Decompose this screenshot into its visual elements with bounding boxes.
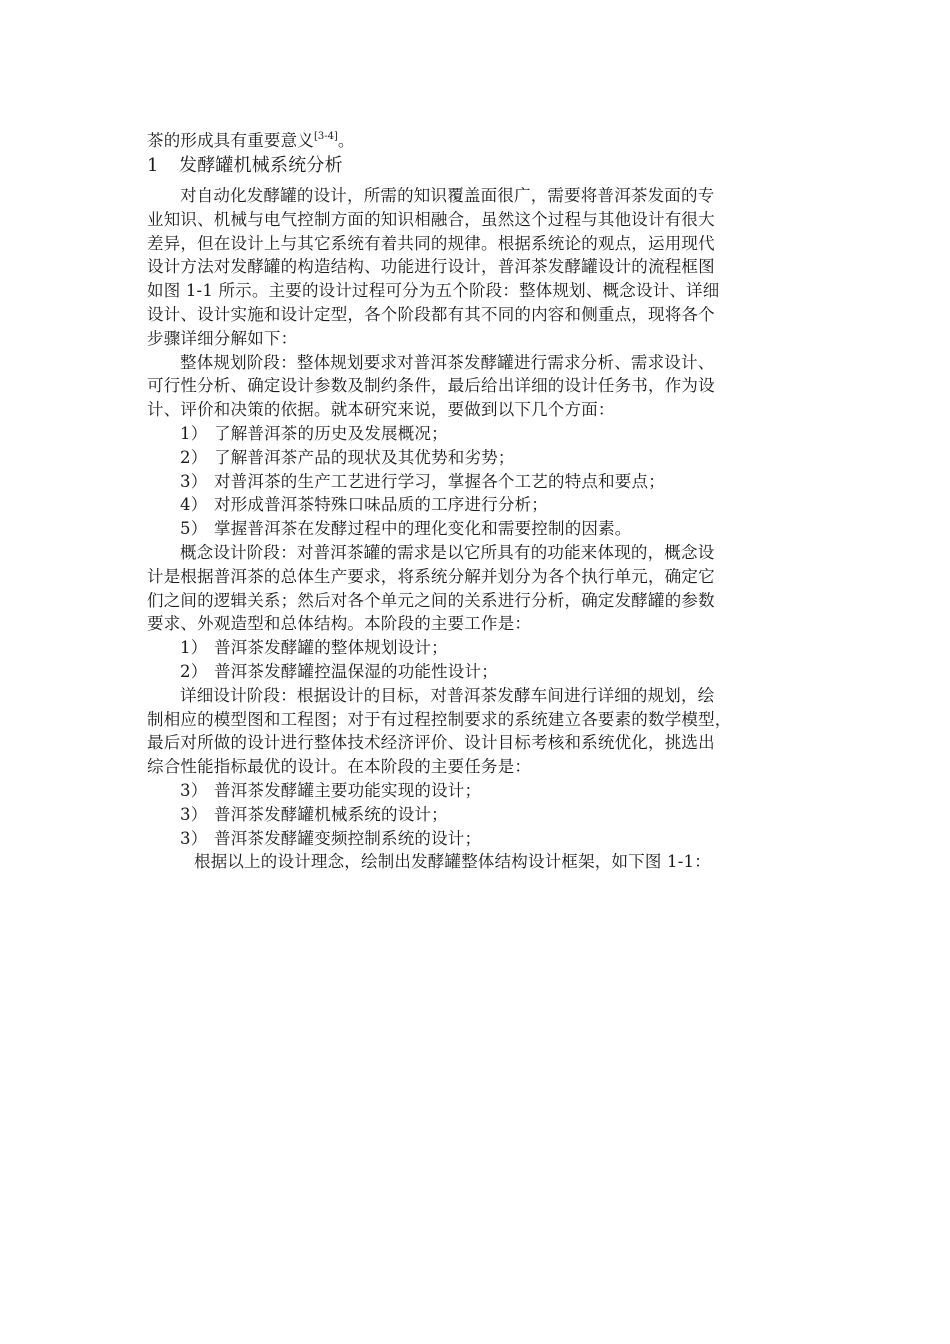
section-title: 发酵罐机械系统分析 [179, 155, 343, 176]
list-text: 普洱茶发酵罐机械系统的设计； [214, 804, 448, 824]
list-marker: 3） [180, 828, 208, 848]
paragraph-line: 最后对所做的设计进行整体技术经济评价、设计目标考核和系统优化，挑选出 [147, 733, 715, 753]
list-marker: 1） [180, 638, 208, 658]
list-marker: 5） [180, 519, 208, 539]
list-text: 了解普洱茶的历史及发展概况； [214, 423, 448, 443]
list-item [147, 493, 807, 517]
paragraph-line: 如图 1-1 所示。主要的设计过程可分为五个阶段：整体规划、概念设计、详细 [147, 281, 720, 301]
list-text: 普洱茶发酵罐控温保湿的功能性设计； [214, 661, 498, 681]
paragraph-figure-intro: 根据以上的设计理念，绘制出发酵罐整体结构设计框架，如下图 1-1： [194, 852, 711, 872]
list-text: 对普洱茶的生产工艺进行学习，掌握各个工艺的特点和要点； [214, 471, 665, 491]
paragraph-line: 设计、设计实施和设计定型，各个阶段都有其不同的内容和侧重点，现将各个 [147, 304, 715, 324]
list-item [147, 446, 807, 470]
paragraph-line: 要求、外观造型和总体结构。本阶段的主要工作是： [147, 614, 532, 634]
paragraph-line: 业知识、机械与电气控制方面的知识相融合，虽然这个过程与其他设计有很大 [147, 209, 715, 229]
list-item [147, 517, 807, 541]
intro-end: 。 [337, 131, 355, 150]
list-item [147, 470, 807, 494]
list-marker: 3） [180, 471, 208, 491]
paragraph-concept [147, 541, 807, 636]
list-text: 普洱茶发酵罐变频控制系统的设计； [214, 828, 482, 848]
list-item [147, 803, 807, 827]
list-item [147, 636, 807, 660]
paragraph-line: 计是根据普洱茶的总体生产要求，将系统分解并划分为各个执行单元，确定它 [147, 566, 715, 586]
intro-line [147, 125, 807, 149]
list-marker: 3） [180, 780, 208, 800]
list-marker: 3） [180, 804, 208, 824]
document-body [147, 125, 807, 874]
intro-text: 茶的形成具有重要意义 [147, 131, 314, 150]
paragraph-overview [147, 184, 807, 351]
list-marker: 1） [180, 423, 208, 443]
citation-ref: [3-4] [314, 131, 338, 142]
paragraph-line: 详细设计阶段：根据设计的目标，对普洱茶发酵车间进行详细的规划，绘 [180, 685, 715, 705]
paragraph-line: 整体规划阶段：整体规划要求对普洱茶发酵罐进行需求分析、需求设计、 [180, 352, 715, 372]
list-item [147, 660, 807, 684]
paragraph-line: 计、评价和决策的依据。就本研究来说，要做到以下几个方面： [147, 400, 615, 420]
detail-list [147, 779, 807, 850]
section-heading [147, 151, 807, 181]
list-marker: 4） [180, 495, 208, 515]
paragraph-line: 概念设计阶段：对普洱茶罐的需求是以它所具有的功能来体现的，概念设 [180, 542, 715, 562]
list-item [147, 779, 807, 803]
planning-list [147, 422, 807, 541]
paragraph-line: 综合性能指标最优的设计。在本阶段的主要任务是： [147, 757, 532, 777]
paragraph-line: 制相应的模型图和工程图；对于有过程控制要求的系统建立各要素的数学模型， [147, 709, 732, 729]
list-marker: 2） [180, 447, 208, 467]
list-text: 了解普洱茶产品的现状及其优势和劣势； [214, 447, 515, 467]
paragraph-line: 步骤详细分解如下： [147, 328, 298, 348]
paragraph-planning [147, 351, 807, 422]
list-item [147, 827, 807, 851]
list-text: 普洱茶发酵罐的整体规划设计； [214, 638, 448, 658]
paragraph-line: 们之间的逻辑关系；然后对各个单元之间的关系进行分析，确定发酵罐的参数 [147, 590, 715, 610]
paragraph-line: 差异，但在设计上与其它系统有着共同的规律。根据系统论的观点，运用现代 [147, 233, 715, 253]
paragraph-detail [147, 684, 807, 779]
paragraph-line: 对自动化发酵罐的设计，所需的知识覆盖面很广，需要将普洱茶发面的专 [180, 186, 715, 205]
concept-list [147, 636, 807, 684]
section-number: 1 [147, 155, 159, 176]
list-text: 普洱茶发酵罐主要功能实现的设计； [214, 780, 482, 800]
list-text: 掌握普洱茶在发酵过程中的理化变化和需要控制的因素。 [214, 519, 632, 539]
list-marker: 2） [180, 661, 208, 681]
list-text: 对形成普洱茶特殊口味品质的工序进行分析； [214, 495, 548, 515]
paragraph-line: 设计方法对发酵罐的构造结构、功能进行设计，普洱茶发酵罐设计的流程框图 [147, 257, 715, 277]
paragraph-line: 可行性分析、确定设计参数及制约条件，最后给出详细的设计任务书，作为设 [147, 376, 715, 396]
list-item [147, 422, 807, 446]
